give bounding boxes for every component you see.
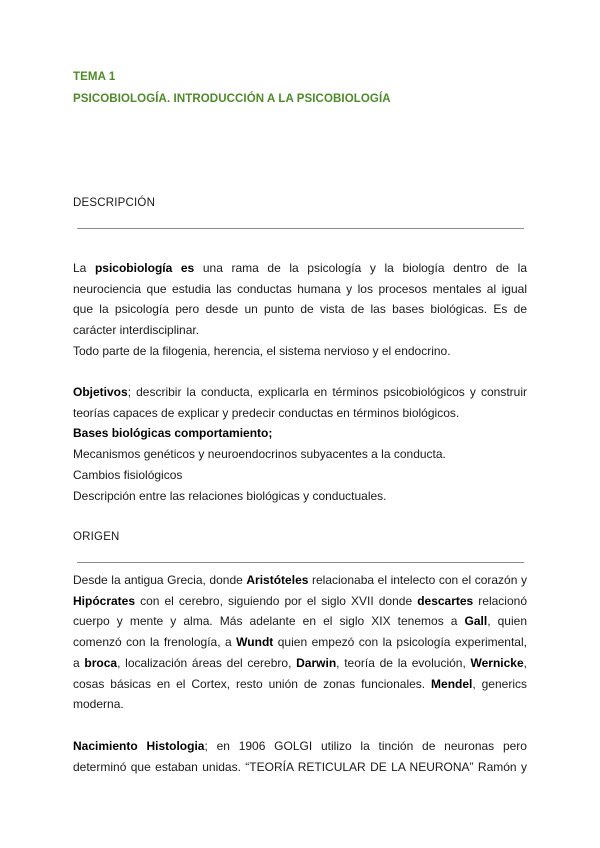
- text-line: teorías capaces de explicar y predecir conductas en términos biológicos.: [73, 405, 460, 420]
- text-line: a broca, localización áreas del cerebro, Darwin, teoría de la evolución, Wernicke,: [73, 655, 527, 670]
- text-line: La psicobiología es una rama de la psicología y la biología dentro de la: [73, 261, 527, 275]
- text-line: comenzó con la frenología, a Wundt quien empezó con la psicología experimental,: [73, 635, 527, 650]
- text-line: Todo parte de la filogenia, herencia, el sistema nervioso y el endocrino.: [73, 343, 451, 358]
- section-heading-description: DESCRIPCIÓN: [73, 197, 156, 209]
- text-line: Descripción entre las relaciones biológicas y conductuales.: [73, 488, 387, 503]
- origin-paragraph: [73, 570, 527, 715]
- description-paragraph: [73, 258, 527, 362]
- text-line: cosas básicas en el Cortex, resto unión de zonas funcionales. Mendel, generics: [73, 676, 527, 691]
- text-line: Mecanismos genéticos y neuroendocrinos subyacentes a la conducta.: [73, 447, 446, 462]
- histology-paragraph: [73, 736, 527, 777]
- topic-number: TEMA 1: [73, 71, 116, 83]
- text-line: Bases biológicas comportamiento;: [73, 426, 273, 441]
- section-heading-origin: ORIGEN: [73, 531, 120, 543]
- text-line: Cambios fisiológicos: [73, 467, 183, 482]
- objectives-paragraph: [73, 382, 527, 506]
- text-line: neurociencia que estudia las conductas humana y los procesos mentales al igual: [73, 281, 527, 296]
- section-divider: [77, 228, 524, 229]
- topic-title: PSICOBIOLOGÍA. INTRODUCCIÓN A LA PSICOBIOLOGÍA: [73, 93, 391, 105]
- text-line: cuerpo y mente y alma. Más adelante en el siglo XIX tenemos a Gall, quien: [73, 614, 527, 629]
- text-line: Hipócrates con el cerebro, siguiendo por el siglo XVII donde descartes relacionó: [73, 593, 527, 608]
- section-divider: [77, 562, 524, 563]
- text-line: Desde la antigua Grecia, donde Aristóteles relacionaba el intelecto con el corazón y: [73, 573, 527, 587]
- text-line: Objetivos; describir la conducta, explicarla en términos psicobiológicos y construir: [73, 385, 527, 399]
- text-line: que la psicología pero desde un punto de vista de las bases biológicas. Es de: [73, 302, 527, 317]
- text-line: moderna.: [73, 697, 124, 712]
- text-line: determinó que estaban unidas. “TEORÍA RETICULAR DE LA NEURONA” Ramón y: [73, 759, 527, 774]
- text-line: carácter interdisciplinar.: [73, 323, 200, 338]
- text-line: Nacimiento Histologia; en 1906 GOLGI utilizo la tinción de neuronas pero: [73, 739, 527, 753]
